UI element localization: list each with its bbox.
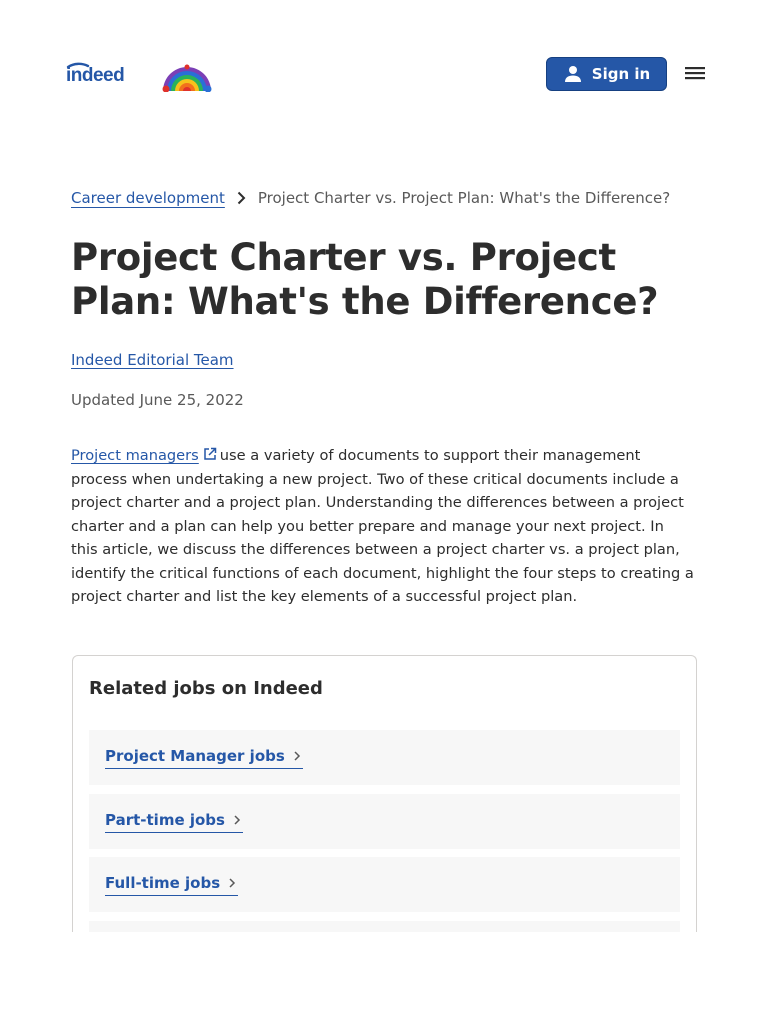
updated-date: Updated June 25, 2022 — [71, 391, 244, 409]
related-job-link[interactable] — [105, 811, 243, 833]
chevron-right-icon — [231, 814, 243, 826]
related-job-row[interactable] — [89, 857, 680, 912]
related-jobs-title: Related jobs on Indeed — [89, 678, 323, 699]
related-job-link[interactable] — [105, 747, 303, 769]
related-job-row[interactable] — [89, 730, 680, 785]
project-managers-link[interactable]: Project managers — [71, 447, 199, 464]
person-icon — [563, 64, 583, 84]
related-jobs-card — [72, 655, 697, 955]
breadcrumb — [71, 186, 670, 210]
related-job-label: Part-time jobs — [105, 810, 225, 829]
author-link[interactable]: Indeed Editorial Team — [71, 351, 234, 369]
related-job-label: Project Manager jobs — [105, 746, 285, 765]
intro-paragraph — [71, 444, 695, 609]
site-header — [0, 0, 768, 150]
chevron-right-icon — [233, 190, 249, 206]
breadcrumb-career-development-link[interactable]: Career development — [71, 189, 225, 207]
hamburger-menu-icon[interactable] — [684, 64, 706, 82]
sign-in-button[interactable] — [546, 57, 667, 91]
related-job-label: Full-time jobs — [105, 873, 221, 892]
sign-in-label: Sign in — [591, 65, 651, 83]
related-job-link[interactable] — [105, 874, 238, 896]
external-link-icon — [203, 447, 217, 461]
svg-text:indeed: indeed — [66, 65, 125, 86]
rainbow-doodle-icon — [160, 60, 214, 92]
viewport-bottom-blank — [0, 932, 768, 1024]
chevron-right-icon — [291, 750, 303, 762]
chevron-right-icon — [226, 877, 238, 889]
intro-text: use a variety of documents to support their management process when undertaking a new project. Two of these critical documents include a project charter and a project plan. Understanding the differences between a project charter and a plan can help you better prepare and manage your next project. In this article, we discuss the differences between a project charter vs. a project plan, identify the critical functions of each document, highlight the four steps to creating a project charter and list the key elements of a successful project plan. — [71, 447, 694, 605]
page-title: Project Charter vs. Project Plan: What's the Difference? — [71, 236, 659, 323]
breadcrumb-current: Project Charter vs. Project Plan: What's the Difference? — [257, 189, 671, 207]
related-job-row[interactable] — [89, 794, 680, 849]
indeed-logo[interactable] — [66, 62, 146, 86]
